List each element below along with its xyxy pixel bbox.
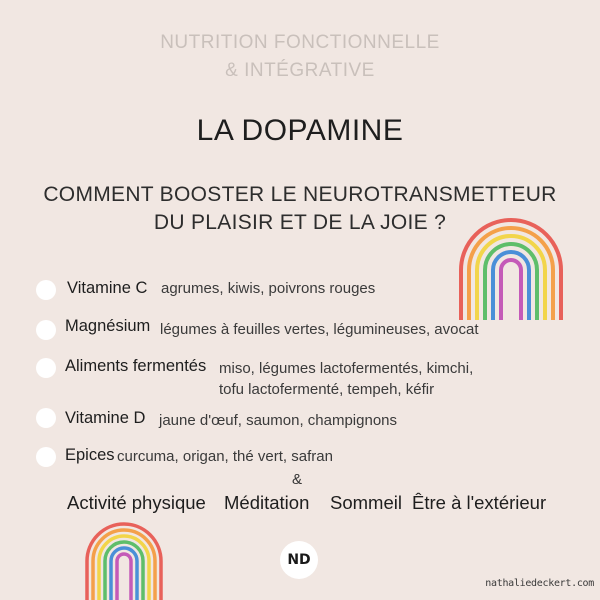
nutrient-name: Epices	[65, 446, 115, 464]
bullet-icon	[36, 408, 56, 428]
subtitle-line-2: DU PLAISIR ET DE LA JOIE ?	[153, 211, 447, 234]
nutrient-name: Aliments fermentés	[65, 357, 207, 375]
activity-item: Être à l'extérieur	[412, 492, 547, 513]
logo-text: ND	[287, 552, 311, 568]
rainbow-icon	[83, 520, 165, 600]
bullet-icon	[36, 358, 56, 378]
nutrient-name: Vitamine D	[65, 409, 146, 427]
nutrient-foods: légumes à feuilles vertes, légumineuses, avocat	[160, 321, 479, 338]
page-title: LA DOPAMINE	[196, 114, 404, 147]
nutrient-foods-continued: tofu lactofermenté, tempeh, kéfir	[219, 381, 435, 398]
bullet-icon	[36, 447, 56, 467]
nutrient-foods: miso, légumes lactofermentés, kimchi,	[219, 360, 474, 377]
activity-item: Sommeil	[330, 492, 402, 513]
ampersand: &	[292, 471, 303, 488]
rainbow-icon	[455, 214, 567, 322]
activity-item: Méditation	[224, 492, 310, 513]
nutrient-foods: curcuma, origan, thé vert, safran	[117, 448, 333, 465]
activity-item: Activité physique	[67, 492, 206, 513]
brand-logo	[280, 541, 318, 579]
nutrient-name: Magnésium	[65, 317, 151, 335]
nutrient-foods: jaune d'œuf, saumon, champignons	[159, 412, 398, 429]
subtitle-line-1: COMMENT BOOSTER LE NEUROTRANSMETTEUR	[43, 183, 557, 206]
header-line-1: NUTRITION FONCTIONNELLE	[160, 32, 440, 53]
header-line-2: & INTÉGRATIVE	[225, 60, 375, 81]
bullet-icon	[36, 320, 56, 340]
website-url: nathaliedeckert.com	[485, 578, 594, 589]
nutrient-name: Vitamine C	[67, 279, 148, 297]
nutrient-foods: agrumes, kiwis, poivrons rouges	[161, 280, 376, 297]
bullet-icon	[36, 280, 56, 300]
